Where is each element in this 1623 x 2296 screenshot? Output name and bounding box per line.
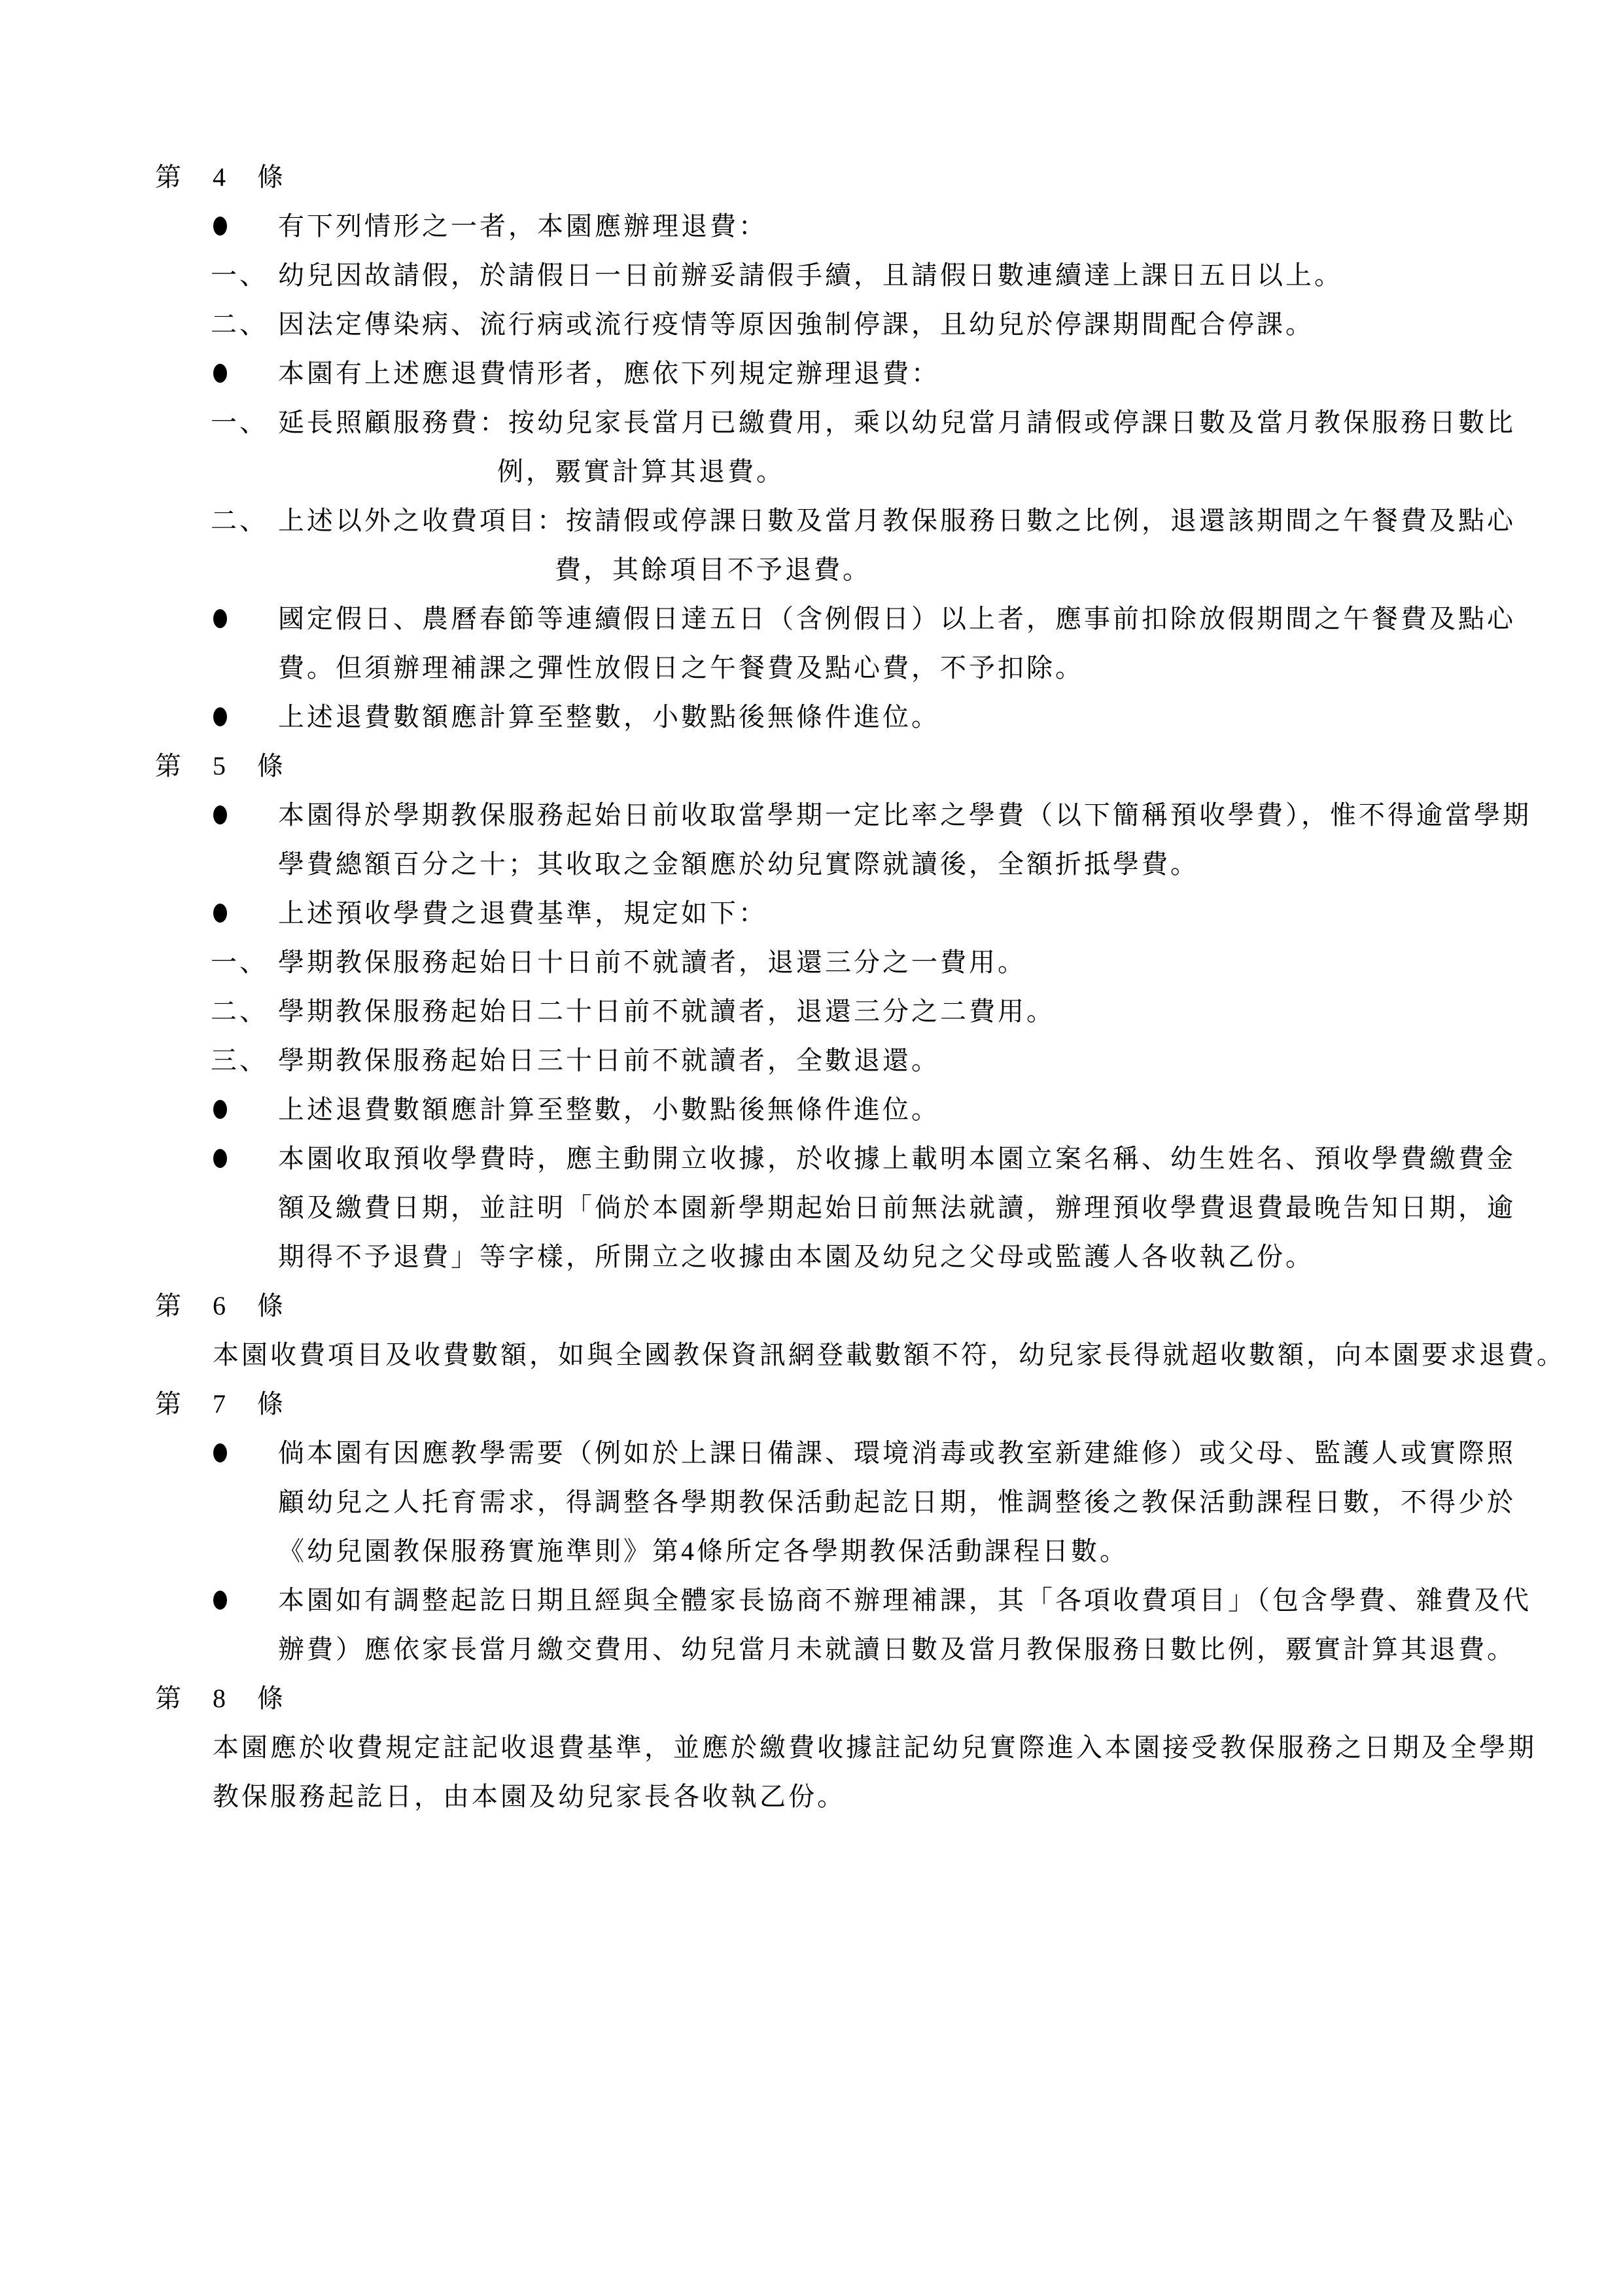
- line-text: 本園應於收費規定註記收退費基準，並應於繳費收據註記幼兒實際進入本園接受教保服務之日期及全學期: [213, 1733, 1537, 1762]
- line-text: 倘本園有因應教學需要（例如於上課日備課、環境消毒或教室新建維修）或父母、監護人或實際照: [278, 1438, 1516, 1468]
- article-heading-line: [0, 1674, 1623, 1723]
- line-text: 本園收取預收學費時，應主動開立收據，於收據上載明本園立案名稱、幼生姓名、預收學費繳費金: [278, 1144, 1516, 1173]
- article-heading-line: [0, 1281, 1623, 1330]
- document-line: [0, 839, 1623, 889]
- list-marker: 三、: [211, 1046, 268, 1075]
- document-line: [0, 496, 1623, 545]
- line-text: 例，覈實計算其退費。: [497, 457, 785, 486]
- bullet-icon: [213, 904, 227, 923]
- document-line: [0, 1330, 1623, 1379]
- bullet-icon: [213, 217, 227, 236]
- document-line: [0, 1232, 1623, 1281]
- document-line: [0, 643, 1623, 692]
- line-text: 國定假日、農曆春節等連續假日達五日（含例假日）以上者，應事前扣除放假期間之午餐費及點心: [278, 604, 1516, 633]
- line-text: 《幼兒園教保服務實施準則》第4條所定各學期教保活動課程日數。: [278, 1536, 1128, 1566]
- line-text: 費，其餘項目不予退費。: [555, 555, 871, 584]
- line-text: 教保服務起訖日，由本園及幼兒家長各收執乙份。: [213, 1782, 846, 1811]
- line-text: 幼兒因故請假，於請假日一日前辦妥請假手續，且請假日數連續達上課日五日以上。: [278, 260, 1343, 290]
- bullet-icon: [213, 1591, 227, 1610]
- line-text: 顧幼兒之人托育需求，得調整各學期教保活動起訖日期，惟調整後之教保活動課程日數，不得少於: [278, 1487, 1516, 1517]
- document-line: [0, 692, 1623, 741]
- document-line: [0, 1723, 1623, 1772]
- document-line: [0, 1183, 1623, 1232]
- bullet-icon: [213, 1100, 227, 1119]
- document-line: [0, 889, 1623, 938]
- list-marker: 二、: [211, 997, 268, 1026]
- document-line: [0, 398, 1623, 447]
- line-text: 延長照顧服務費：按幼兒家長當月已繳費用，乘以幼兒當月請假或停課日數及當月教保服務日數比: [278, 408, 1516, 437]
- document-line: [0, 1576, 1623, 1625]
- document-line: [0, 545, 1623, 594]
- line-text: 額及繳費日期，並註明「倘於本園新學期起始日前無法就讀，辦理預收學費退費最晚告知日期，逾: [278, 1193, 1516, 1222]
- line-text: 學期教保服務起始日二十日前不就讀者，退還三分之二費用。: [278, 997, 1055, 1026]
- document-line: [0, 202, 1623, 251]
- document-line: [0, 447, 1623, 496]
- article-heading-line: [0, 152, 1623, 202]
- article-heading: 第 6 條: [155, 1291, 286, 1320]
- bullet-icon: [213, 364, 227, 383]
- article-heading: 第 7 條: [155, 1389, 286, 1419]
- line-text: 因法定傳染病、流行病或流行疫情等原因強制停課，且幼兒於停課期間配合停課。: [278, 309, 1314, 339]
- line-text: 學期教保服務起始日十日前不就讀者，退還三分之一費用。: [278, 947, 1026, 977]
- document-body: [0, 152, 1623, 1821]
- document-line: [0, 1772, 1623, 1821]
- article-heading: 第 4 條: [155, 162, 286, 192]
- article-heading-line: [0, 741, 1623, 790]
- line-text: 上述預收學費之退費基準，規定如下：: [278, 898, 767, 928]
- document-line: [0, 1527, 1623, 1576]
- document-line: [0, 1134, 1623, 1183]
- line-text: 辦費）應依家長當月繳交費用、幼兒當月未就讀日數及當月教保服務日數比例，覈實計算其退費。: [278, 1634, 1516, 1664]
- list-marker: 二、: [211, 309, 268, 339]
- bullet-icon: [213, 1149, 227, 1168]
- line-text: 學期教保服務起始日三十日前不就讀者，全數退還。: [278, 1046, 940, 1075]
- document-line: [0, 938, 1623, 987]
- line-text: 上述退費數額應計算至整數，小數點後無條件進位。: [278, 702, 940, 732]
- article-heading-line: [0, 1379, 1623, 1428]
- line-text: 上述以外之收費項目：按請假或停課日數及當月教保服務日數之比例，退還該期間之午餐費及點心: [278, 506, 1516, 535]
- document-line: [0, 594, 1623, 643]
- document-line: [0, 1036, 1623, 1085]
- document-line: [0, 300, 1623, 349]
- bullet-icon: [213, 805, 227, 824]
- document-line: [0, 1428, 1623, 1477]
- article-heading: 第 8 條: [155, 1684, 286, 1713]
- bullet-icon: [213, 609, 227, 628]
- line-text: 本園得於學期教保服務起始日前收取當學期一定比率之學費（以下簡稱預收學費），惟不得逾當學期: [278, 800, 1531, 830]
- document-line: [0, 349, 1623, 398]
- document-line: [0, 987, 1623, 1036]
- line-text: 本園如有調整起訖日期且經與全體家長協商不辦理補課，其「各項收費項目」（包含學費、雜費及代: [278, 1585, 1531, 1615]
- line-text: 上述退費數額應計算至整數，小數點後無條件進位。: [278, 1095, 940, 1124]
- line-text: 費。但須辦理補課之彈性放假日之午餐費及點心費，不予扣除。: [278, 653, 1084, 682]
- document-line: [0, 1625, 1623, 1674]
- document-line: [0, 251, 1623, 300]
- line-text: 學費總額百分之十；其收取之金額應於幼兒實際就讀後，全額折抵學費。: [278, 849, 1199, 879]
- article-heading: 第 5 條: [155, 751, 286, 781]
- document-line: [0, 1477, 1623, 1527]
- line-text: 期得不予退費」等字樣，所開立之收據由本園及幼兒之父母或監護人各收執乙份。: [278, 1242, 1314, 1271]
- line-text: 本園收費項目及收費數額，如與全國教保資訊網登載數額不符，幼兒家長得就超收數額，向本園要求退費。: [213, 1340, 1565, 1369]
- bullet-icon: [213, 707, 227, 726]
- list-marker: 二、: [211, 506, 268, 535]
- document-line: [0, 790, 1623, 839]
- bullet-icon: [213, 1443, 227, 1462]
- list-marker: 一、: [211, 260, 268, 290]
- line-text: 本園有上述應退費情形者，應依下列規定辦理退費：: [278, 359, 940, 388]
- document-line: [0, 1085, 1623, 1134]
- list-marker: 一、: [211, 408, 268, 437]
- list-marker: 一、: [211, 947, 268, 977]
- line-text: 有下列情形之一者，本園應辦理退費：: [278, 211, 767, 241]
